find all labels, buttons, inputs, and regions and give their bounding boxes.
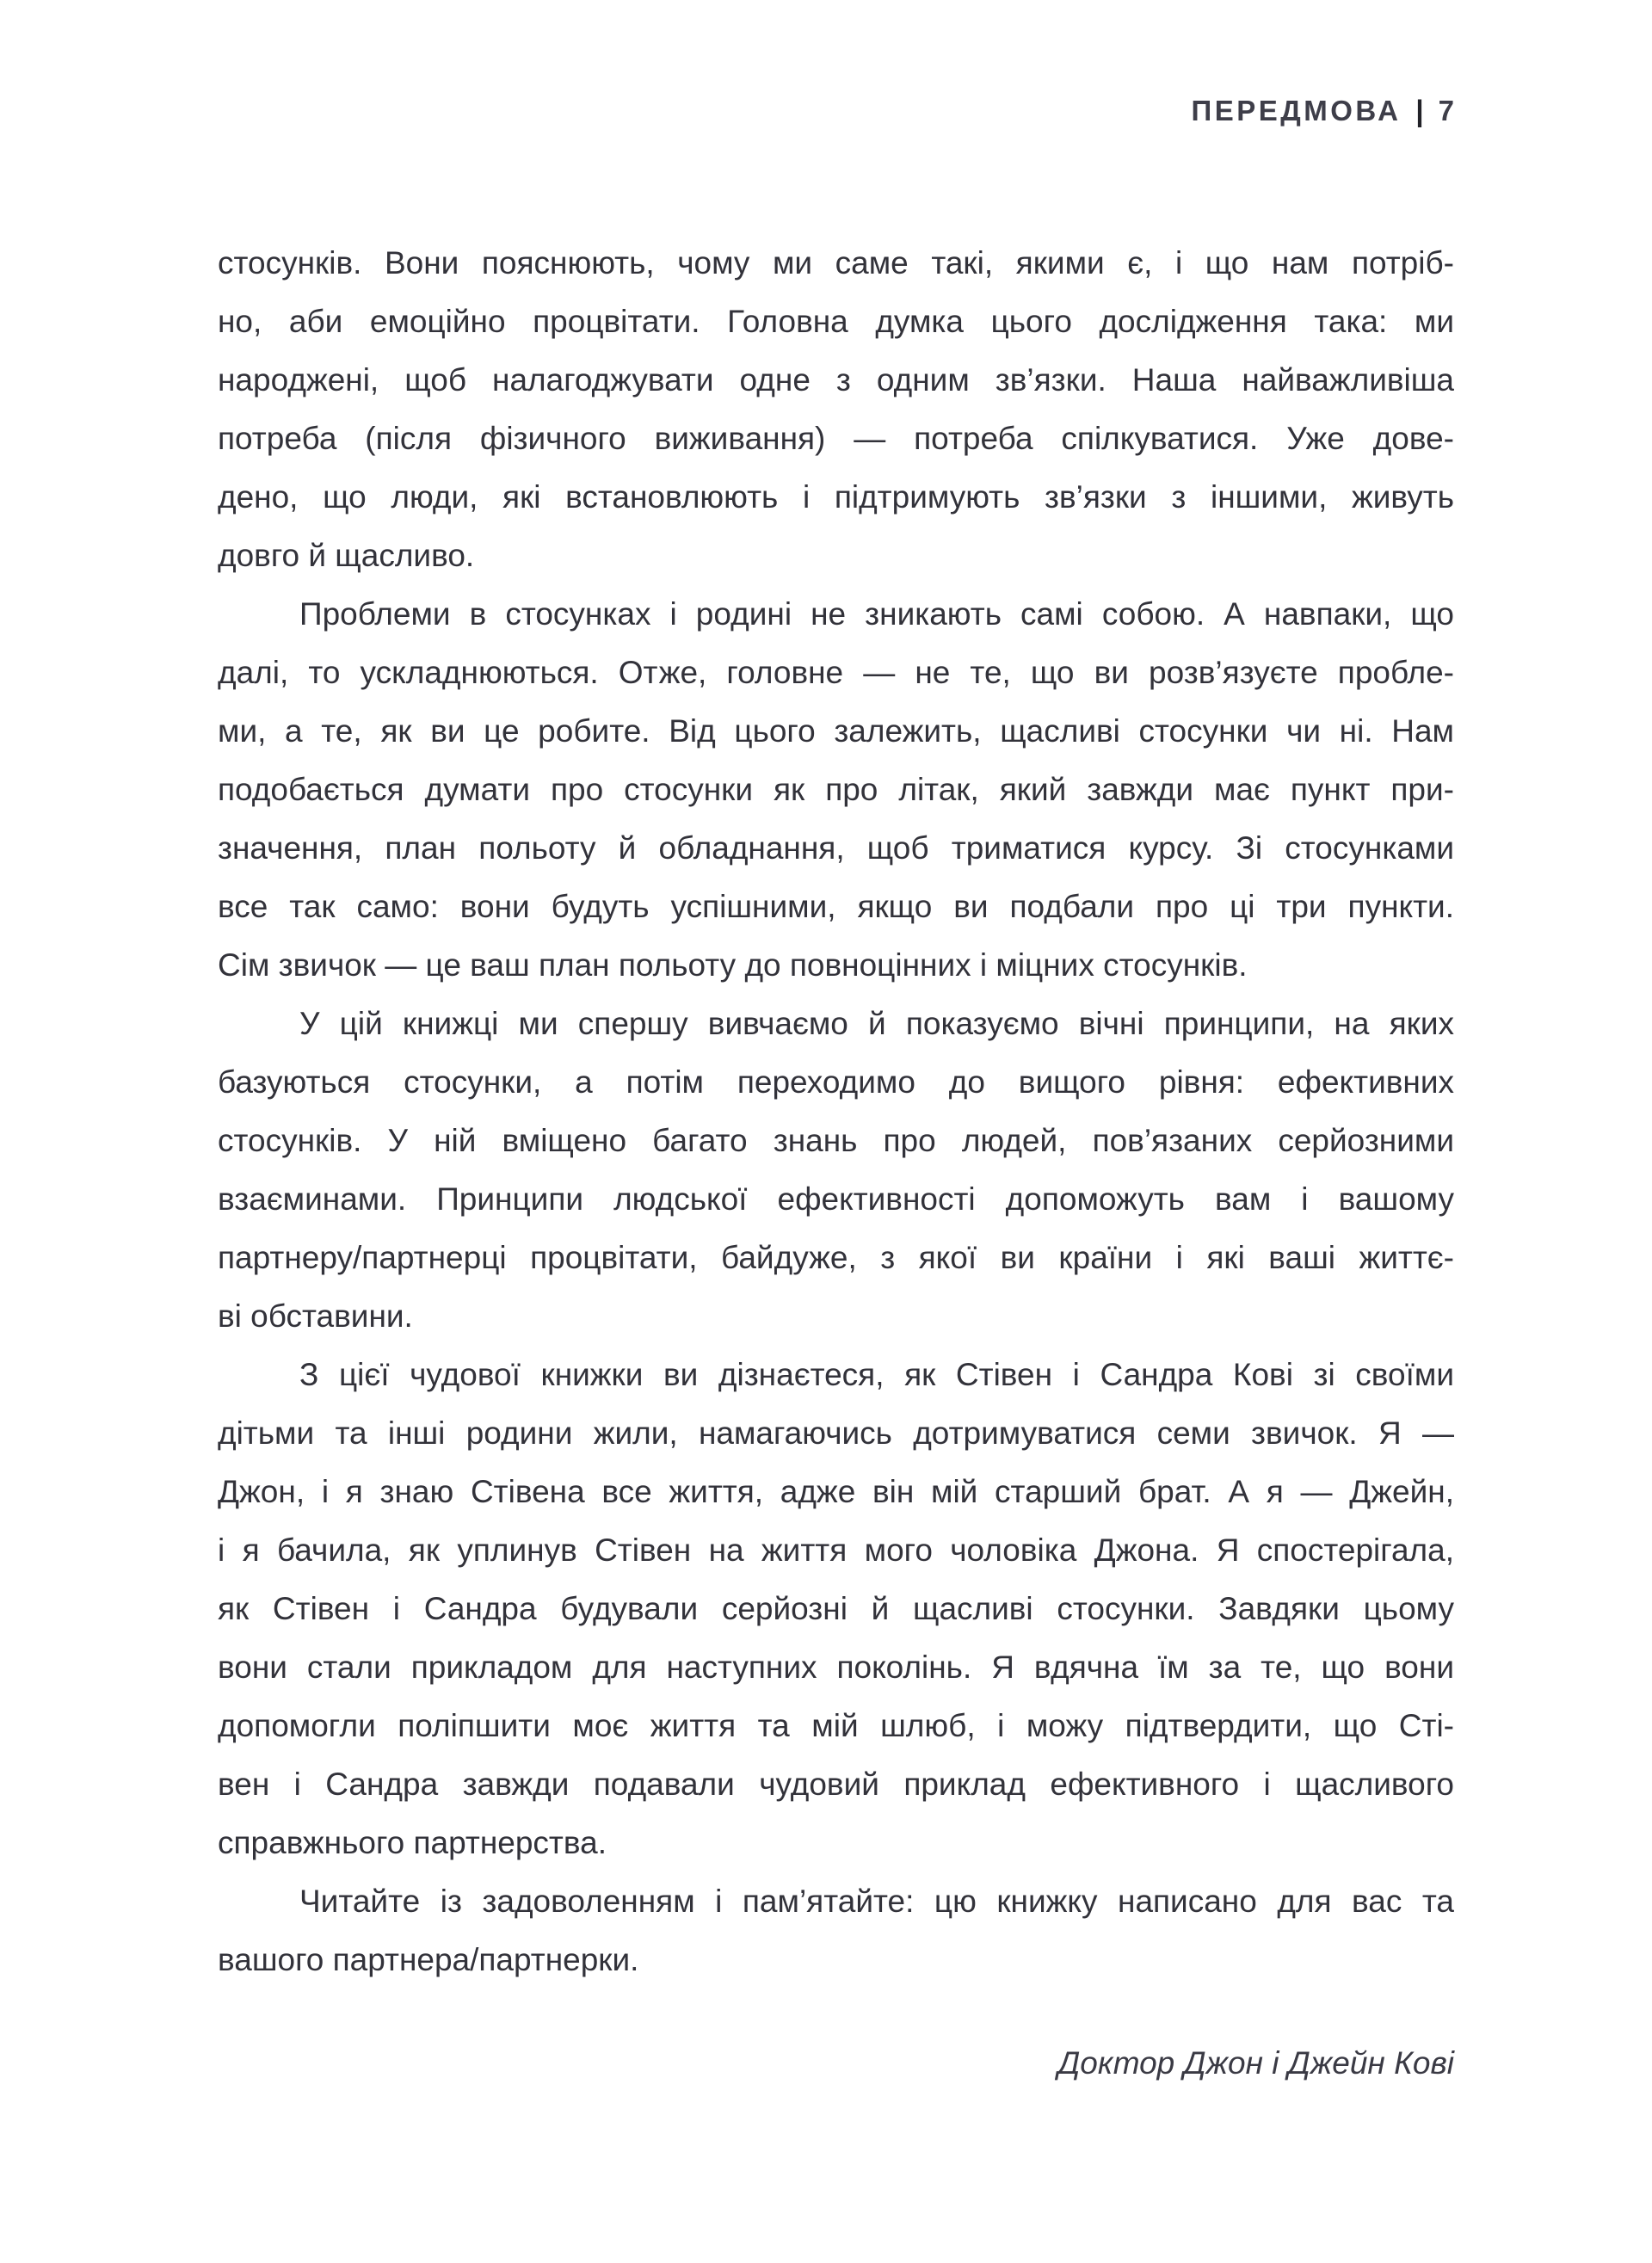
- text-line: вашого партнера/партнерки.: [218, 1942, 639, 1977]
- header-section-title: ПЕРЕДМОВА: [1191, 95, 1402, 126]
- text-column: [218, 234, 1454, 2093]
- text-line: потреба (після фізичного виживання) — потреба спілкуватися. Уже дове-: [218, 421, 1454, 456]
- text-line: подобається думати про стосунки як про літак, який завжди має пункт при-: [218, 772, 1454, 807]
- text-line: дітьми та інші родини жили, намагаючись дотримуватися семи звичок. Я —: [218, 1415, 1454, 1451]
- text-line: Читайте із задоволенням і пам’ятайте: цю книжку написано для вас та: [299, 1884, 1454, 1919]
- text-line: но, аби емоційно процвітати. Головна думка цього дослідження така: ми: [218, 304, 1454, 339]
- text-line: довго й щасливо.: [218, 538, 475, 573]
- text-line: ми, а те, як ви це робите. Від цього залежить, щасливі стосунки чи ні. Нам: [218, 713, 1454, 749]
- text-line: допомогли поліпшити моє життя та мій шлюб, і можу підтвердити, що Сті-: [218, 1708, 1454, 1743]
- text-line: стосунків. Вони пояснюють, чому ми саме такі, якими є, і що нам потріб-: [218, 245, 1454, 281]
- text-line: Джон, і я знаю Стівена все життя, адже він мій старший брат. А я — Джейн,: [218, 1474, 1454, 1509]
- text-line: і я бачила, як уплинув Стівен на життя мого чоловіка Джона. Я спостерігала,: [218, 1532, 1454, 1568]
- text-line: Сім звичок — це ваш план польоту до повноцінних і міцних стосунків.: [218, 947, 1248, 983]
- text-line: народжені, щоб налагоджувати одне з одним зв’язки. Наша найважливіша: [218, 362, 1454, 398]
- text-line: вен і Сандра завжди подавали чудовий приклад ефективного і щасливого: [218, 1767, 1454, 1802]
- text-line: взаєминами. Принципи людської ефективності допоможуть вам і вашому: [218, 1181, 1454, 1217]
- header-separator: |: [1415, 94, 1424, 127]
- text-line: партнеру/партнерці процвітати, байдуже, з якої ви країни і які ваші життє-: [218, 1240, 1454, 1275]
- text-line: Проблеми в стосунках і родині не зникають самі собою. А навпаки, що: [299, 596, 1454, 632]
- text-line: далі, то ускладнюються. Отже, головне — не те, що ви розв’язуєте пробле-: [218, 655, 1454, 690]
- author-signature: Доктор Джон і Джейн Кові: [1057, 2045, 1454, 2081]
- text-line: вони стали прикладом для наступних поколінь. Я вдячна їм за те, що вони: [218, 1649, 1454, 1685]
- text-line: У цій книжці ми спершу вивчаємо й показуємо вічні принципи, на яких: [299, 1006, 1454, 1041]
- text-line: все так само: вони будуть успішними, якщо ви подбали про ці три пункти.: [218, 889, 1454, 924]
- text-line: З цієї чудової книжки ви дізнаєтеся, як Стівен і Сандра Кові зі своїми: [299, 1357, 1454, 1392]
- text-line: значення, план польоту й обладнання, щоб триматися курсу. Зі стосунками: [218, 830, 1454, 866]
- text-line: стосунків. У ній вміщено багато знань про людей, пов’язаних серйозними: [218, 1123, 1454, 1158]
- page-header: [1191, 95, 1454, 127]
- text-line: базуються стосунки, а потім переходимо до вищого рівня: ефективних: [218, 1064, 1454, 1100]
- header-page-number: 7: [1438, 95, 1454, 126]
- text-line: ві обставини.: [218, 1298, 413, 1334]
- body-text: [218, 234, 1454, 1989]
- text-line: дено, що люди, які встановлюють і підтримують зв’язки з іншими, живуть: [218, 479, 1454, 515]
- text-line: як Стівен і Сандра будували серйозні й щасливі стосунки. Завдяки цьому: [218, 1591, 1454, 1626]
- text-line: справжнього партнерства.: [218, 1825, 607, 1860]
